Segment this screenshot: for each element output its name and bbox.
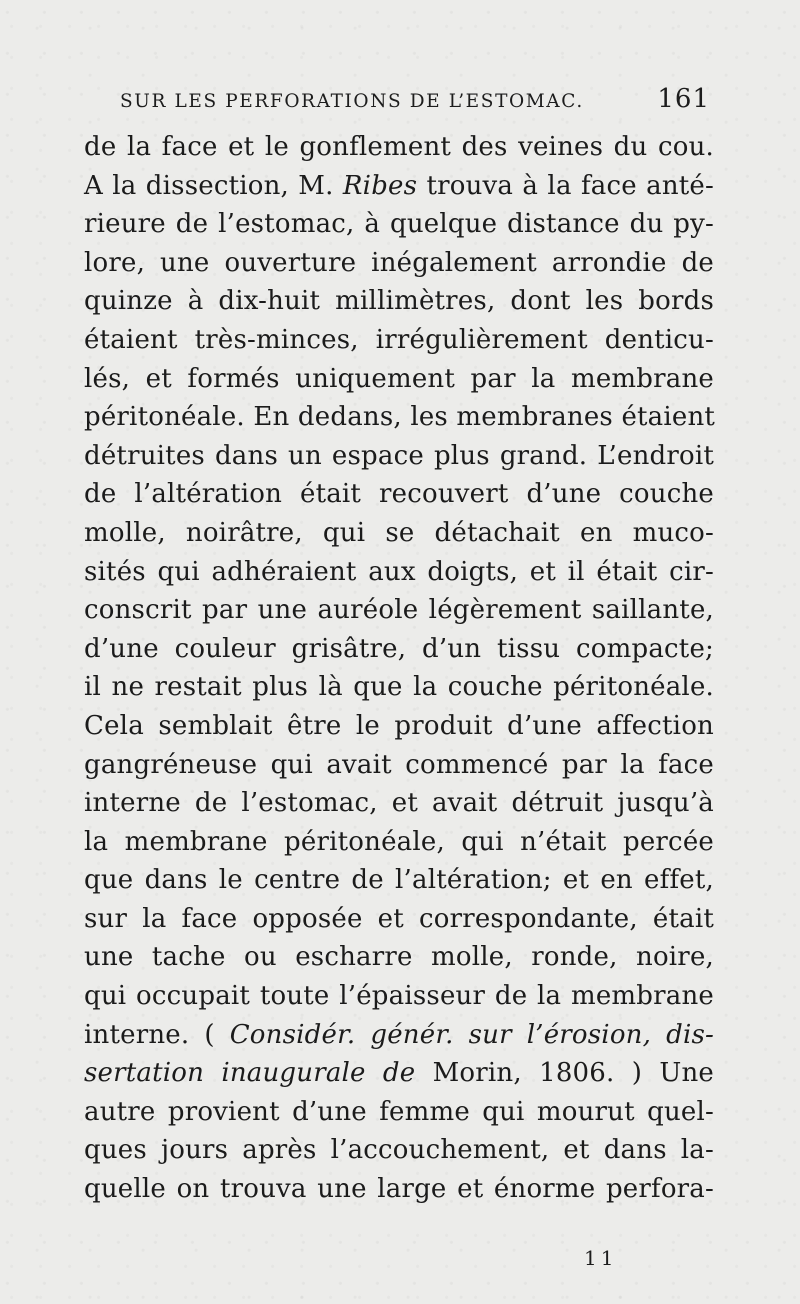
text-line: Cela semblait être le produit d’une affection xyxy=(84,710,714,741)
text-line: interne. ( Considér. génér. sur l’érosion, dis- xyxy=(84,1019,714,1050)
text-line: quinze à dix-huit millimètres, dont les bords xyxy=(84,286,714,317)
text-line: lore, une ouverture inégalement arrondie de xyxy=(84,247,714,278)
text-line: sertation inaugurale de Morin, 1806. ) Une xyxy=(84,1058,714,1089)
signature-mark: 11 xyxy=(584,1246,618,1270)
text-line: qui occupait toute l’épaisseur de la membrane xyxy=(84,981,714,1012)
text-line: la membrane péritonéale, qui n’était percée xyxy=(84,826,714,857)
text-line: autre provient d’une femme qui mourut quel- xyxy=(84,1096,714,1127)
text-line: d’une couleur grisâtre, d’un tissu compacte; xyxy=(84,633,714,664)
text-line: de la face et le gonflement des veines du cou. xyxy=(84,132,714,162)
text-line: conscrit par une auréole légèrement saillante, xyxy=(84,595,714,626)
text-line: interne de l’estomac, et avait détruit jusqu’à xyxy=(84,788,714,819)
body-text xyxy=(84,128,714,1209)
text-line: il ne restait plus là que la couche péritonéale. xyxy=(84,672,714,703)
text-line: ques jours après l’accouchement, et dans la- xyxy=(84,1135,714,1166)
text-line: de l’altération était recouvert d’une couche xyxy=(84,479,714,510)
italic-text: sertation inaugurale de xyxy=(84,1058,416,1089)
text-line: quelle on trouva une large et énorme perfora- xyxy=(84,1174,714,1205)
running-head: SUR LES PERFORATIONS DE L’ESTOMAC. xyxy=(120,91,584,112)
text-line: molle, noirâtre, qui se détachait en muco- xyxy=(84,517,714,548)
text-line: rieure de l’estomac, à quelque distance du py- xyxy=(84,209,714,240)
text-line: lés, et formés uniquement par la membrane xyxy=(84,363,714,394)
text-line: sités qui adhéraient aux doigts, et il était cir- xyxy=(84,556,714,587)
text-line: A la dissection, M. Ribes trouva à la face anté- xyxy=(84,170,714,201)
text-line: gangréneuse qui avait commencé par la face xyxy=(84,749,714,780)
text-line: sur la face opposée et correspondante, était xyxy=(84,903,714,934)
text-line: détruites dans un espace plus grand. L’endroit xyxy=(84,440,714,471)
text-line: une tache ou escharre molle, ronde, noire, xyxy=(84,942,714,973)
italic-text: Considér. génér. sur l’érosion, dis- xyxy=(229,1019,714,1050)
text-line: que dans le centre de l’altération; et en effet, xyxy=(84,865,714,896)
text-line: étaient très-minces, irrégulièrement denticu- xyxy=(84,324,714,355)
page-number: 161 xyxy=(657,84,710,114)
text-line: péritonéale. En dedans, les membranes étaient xyxy=(84,402,716,433)
page-header xyxy=(120,84,710,114)
italic-text: Ribes xyxy=(342,170,418,201)
